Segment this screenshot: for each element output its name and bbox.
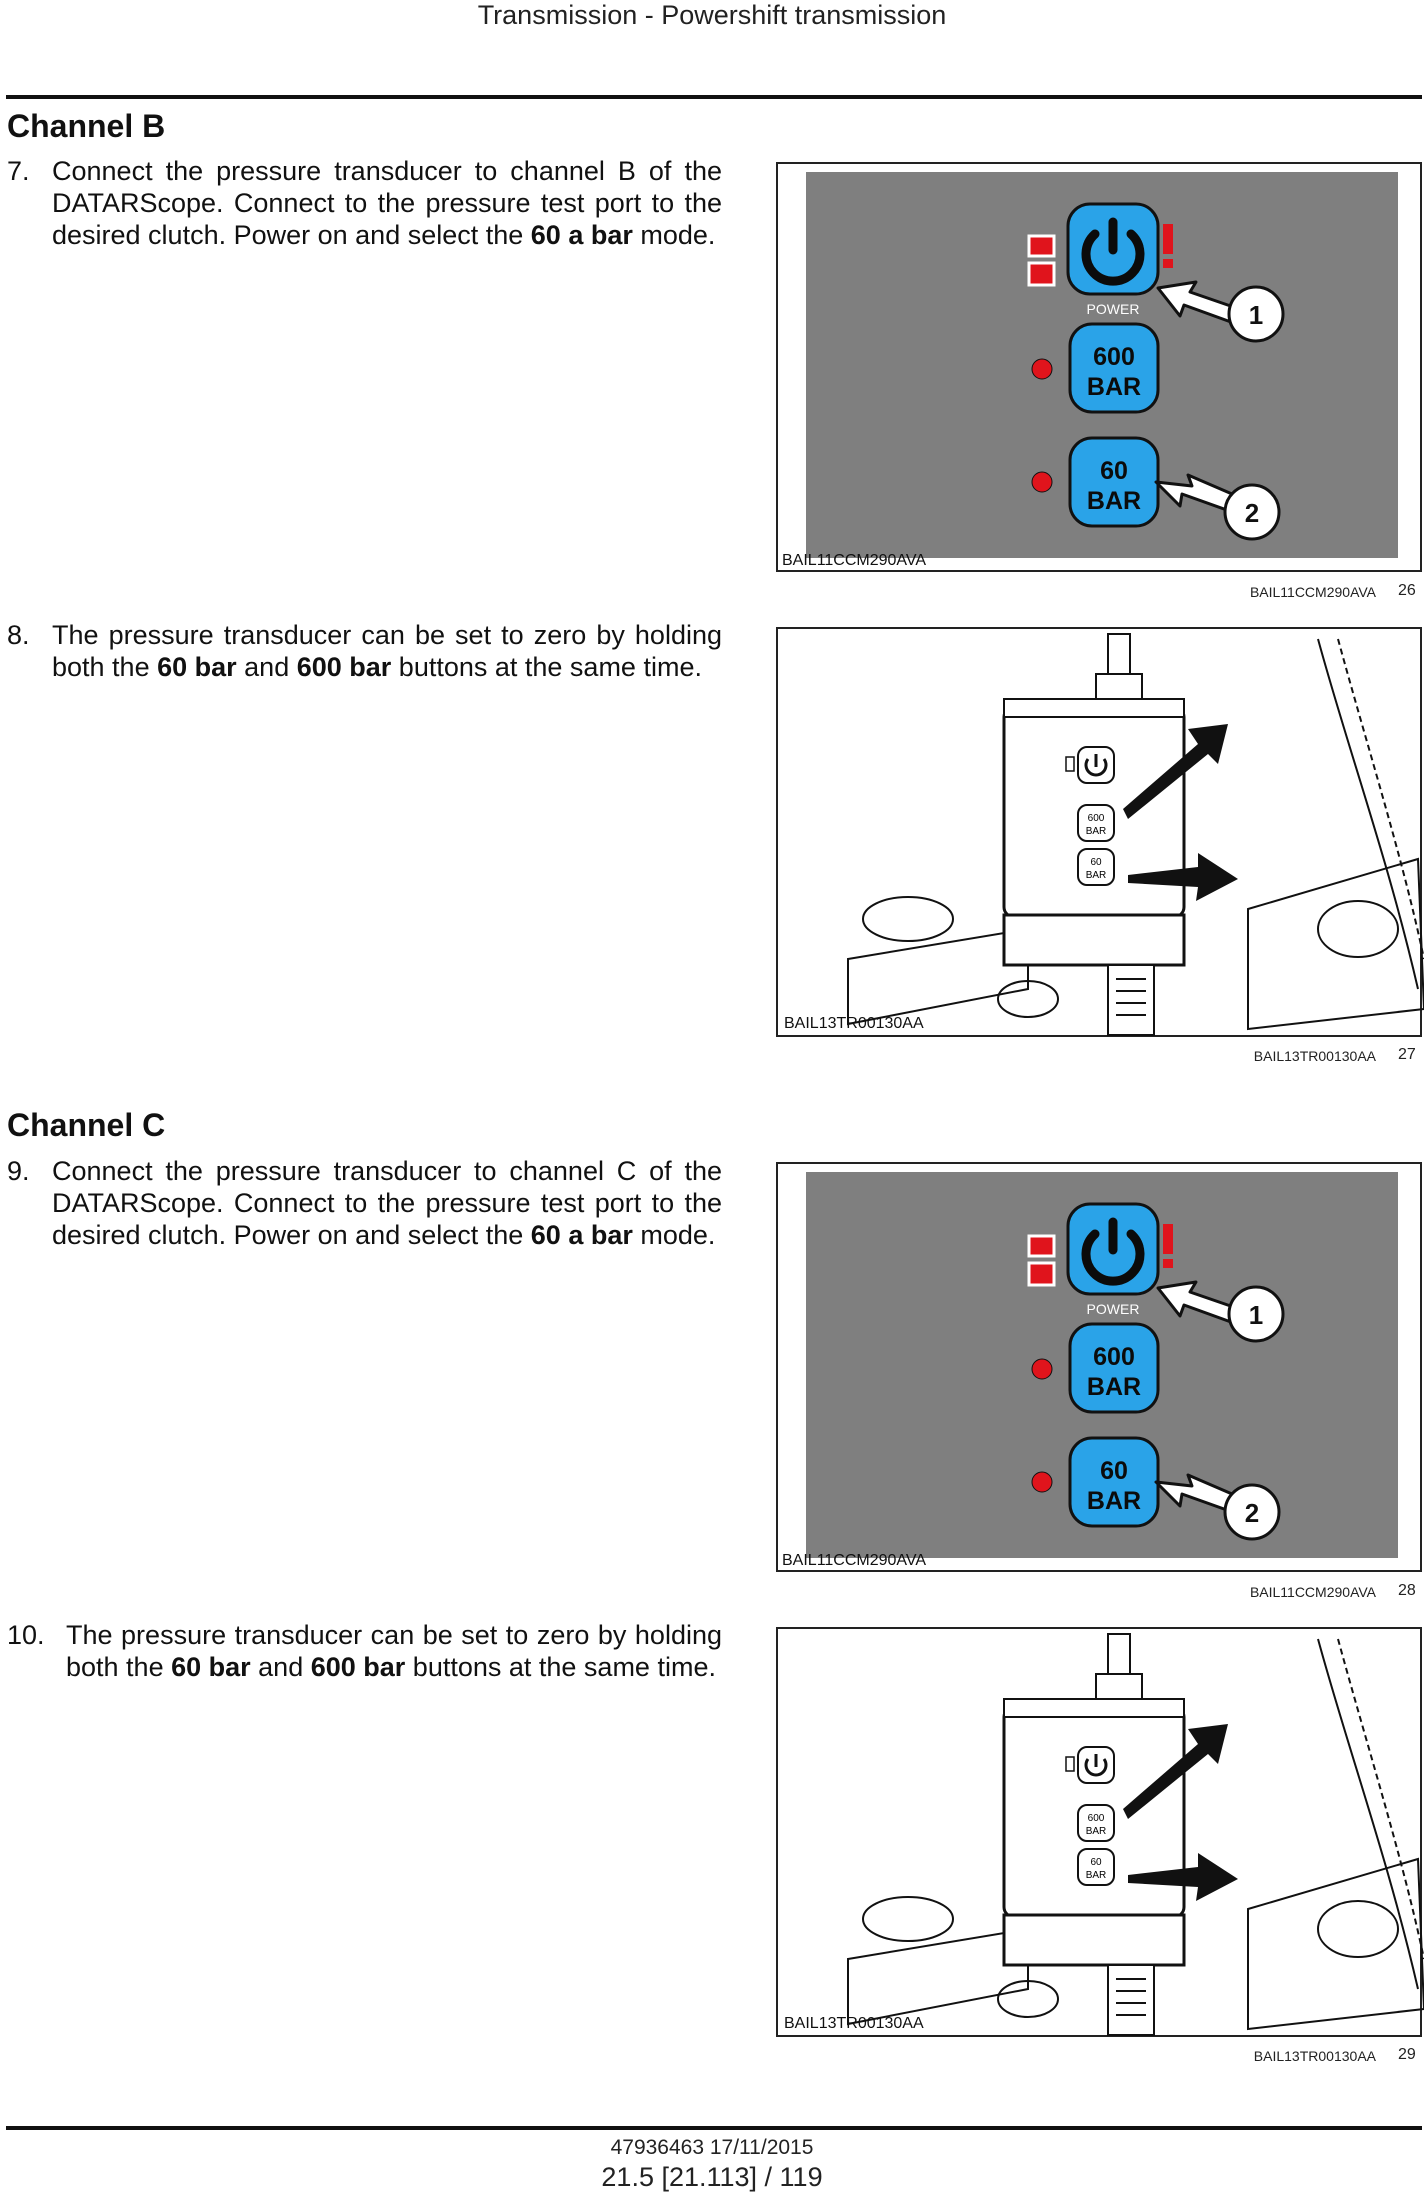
button-600-line1: 600 <box>1093 343 1135 371</box>
step-text-part: The pressure transducer can be set to zero by holding both the <box>66 1620 722 1682</box>
step-text-part: buttons at the same time. <box>391 652 702 682</box>
exclamation-bar <box>1163 1224 1173 1254</box>
step-text-bold: 60 bar <box>171 1652 251 1682</box>
figure-code-inside: BAIL13TR00130AA <box>784 1015 924 1032</box>
panel-illustration <box>778 1164 1424 1574</box>
figure-27-caption: BAIL13TR00130AA <box>1253 1048 1376 1064</box>
svg-text:BAR: BAR <box>1085 1870 1107 1881</box>
bracket-plate-right <box>1248 859 1424 1029</box>
button-600-line2: BAR <box>1086 1373 1142 1401</box>
figure-28-number: 28 <box>1398 1582 1416 1599</box>
step-text-part: and <box>236 652 297 682</box>
footer-divider <box>6 2126 1422 2130</box>
figure-27-number: 27 <box>1398 1046 1416 1063</box>
device-illustration <box>778 1629 1424 2039</box>
button-600-line1: 600 <box>1093 1343 1135 1371</box>
power-label: POWER <box>1086 1301 1140 1317</box>
step-8 <box>7 619 722 689</box>
bottom-connector <box>1108 1965 1154 2035</box>
step-text-part: mode. <box>632 220 716 250</box>
step-text <box>52 155 722 251</box>
figure-code-inside: BAIL11CCM290AVA <box>782 552 927 569</box>
page-header-title: Transmission - Powershift transmission <box>477 0 947 30</box>
step-7 <box>7 155 722 255</box>
figure-26-panel <box>776 162 1422 572</box>
transducer-base <box>1004 1915 1184 1965</box>
section-heading-channel-b: Channel B <box>7 108 166 144</box>
step-10 <box>7 1619 722 1689</box>
device-illustration <box>778 629 1424 1039</box>
callout-2-label: 2 <box>1244 1498 1260 1528</box>
cable-line <box>1318 1639 1418 1989</box>
footer-doc-ref: 47936463 17/11/2015 <box>610 2136 814 2159</box>
bottom-connector <box>1108 965 1154 1035</box>
step-text-bold: 60 bar <box>157 652 237 682</box>
step-number: 8. <box>7 620 30 650</box>
step-text <box>52 1155 722 1251</box>
figure-code-inside: BAIL11CCM290AVA <box>782 1552 927 1569</box>
figure-29-device-photo <box>776 1627 1422 2037</box>
power-label: POWER <box>1086 301 1140 317</box>
bracket-plate-right <box>1248 1859 1424 2029</box>
button-60-line2: BAR <box>1086 1487 1142 1515</box>
figure-29-caption: BAIL13TR00130AA <box>1253 2048 1376 2064</box>
step-text-part: The pressure transducer can be set to zero by holding both the <box>52 620 722 682</box>
step-number: 7. <box>7 156 30 186</box>
svg-text:BAR: BAR <box>1085 826 1107 837</box>
svg-text:600: 600 <box>1087 1813 1105 1824</box>
button-60-line1: 60 <box>1100 1457 1128 1485</box>
callout-1-label: 1 <box>1248 1300 1264 1330</box>
transducer-base <box>1004 915 1184 965</box>
step-text-bold: 600 bar <box>296 652 392 682</box>
figure-26-caption: BAIL11CCM290AVA <box>1249 584 1376 600</box>
panel-illustration <box>778 164 1424 574</box>
step-number: 10. <box>7 1620 45 1650</box>
step-text <box>52 619 722 683</box>
figure-28-caption: BAIL11CCM290AVA <box>1249 1584 1376 1600</box>
bracket-plate <box>848 1929 1028 2024</box>
led-600 <box>1032 359 1052 379</box>
exclamation-dot <box>1163 1259 1173 1268</box>
svg-text:60: 60 <box>1090 1857 1102 1868</box>
svg-text:60: 60 <box>1090 857 1102 868</box>
step-text-part: buttons at the same time. <box>405 1652 716 1682</box>
step-text-part: and <box>250 1652 311 1682</box>
exclamation-dot <box>1163 259 1173 268</box>
step-text-part: Connect the pressure transducer to channel C of the DATARScope. Connect to the pressure test port to the desired clutch. Power on and select the <box>52 1156 722 1250</box>
cable-line <box>1318 639 1418 989</box>
svg-text:BAR: BAR <box>1085 1826 1107 1837</box>
battery-bottom-segment <box>1029 1263 1054 1285</box>
button-60-line2: BAR <box>1086 487 1142 515</box>
bracket-plate <box>848 929 1028 1024</box>
step-text-bold: 60 a bar <box>530 1220 633 1250</box>
callout-1-label: 1 <box>1248 300 1264 330</box>
figure-29-number: 29 <box>1398 2046 1416 2063</box>
step-text-part: Connect the pressure transducer to channel B of the DATARScope. Connect to the pressure test port to the desired clutch. Power on and select the <box>52 156 722 250</box>
step-text-bold: 60 a bar <box>530 220 633 250</box>
svg-text:BAR: BAR <box>1085 870 1107 881</box>
callout-2-label: 2 <box>1244 498 1260 528</box>
battery-top-segment <box>1029 1236 1054 1256</box>
figure-27-device-photo <box>776 627 1422 1037</box>
figure-28-panel <box>776 1162 1422 1572</box>
led-600 <box>1032 1359 1052 1379</box>
led-60 <box>1032 1472 1052 1492</box>
led-60 <box>1032 472 1052 492</box>
svg-text:600: 600 <box>1087 813 1105 824</box>
step-text-part: mode. <box>632 1220 716 1250</box>
battery-top-segment <box>1029 236 1054 256</box>
figure-code-inside: BAIL13TR00130AA <box>784 2015 924 2032</box>
exclamation-bar <box>1163 224 1173 254</box>
section-heading-channel-c: Channel C <box>7 1107 166 1143</box>
header-divider <box>6 95 1422 99</box>
step-9 <box>7 1155 722 1255</box>
footer-page-number: 21.5 [21.113] / 119 <box>601 2162 823 2192</box>
button-60-line1: 60 <box>1100 457 1128 485</box>
step-text <box>66 1619 722 1683</box>
step-number: 9. <box>7 1156 30 1186</box>
step-text-bold: 600 bar <box>310 1652 406 1682</box>
button-600-line2: BAR <box>1086 373 1142 401</box>
battery-bottom-segment <box>1029 263 1054 285</box>
figure-26-number: 26 <box>1398 582 1416 599</box>
